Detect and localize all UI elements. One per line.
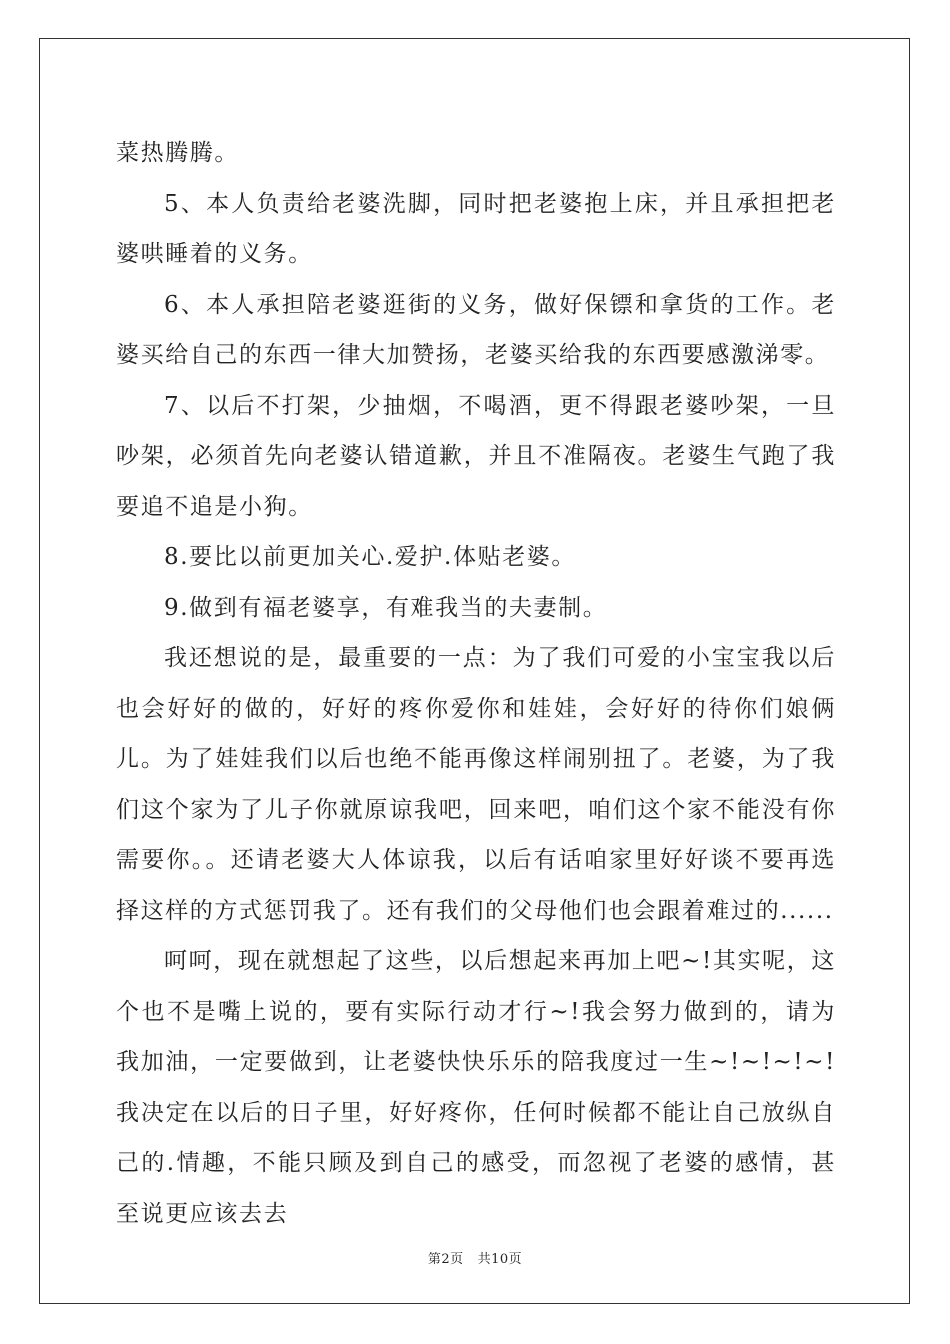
paragraph-afterword: 呵呵，现在就想起了这些，以后想起来再加上吧~!其实呢，这个也不是嘴上说的，要有实际行动才行~!我会努力做到的，请为我加油，一定要做到，让老婆快快乐乐的陪我度过一生~!~!~!~! 我决定在以后的日子里，好好疼你，任何时候都不能让自己放纵自己的.情趣，不能只顾及到自己的感受，而忽视了老婆的感情，甚至说更应该去去 bbox=[116, 948, 861, 1227]
paragraph-continuation: 菜热腾腾。 bbox=[116, 140, 239, 166]
page-number: 第2页 bbox=[427, 1252, 464, 1267]
page-total: 共10页 bbox=[477, 1252, 523, 1267]
paragraph-item-7: 7、以后不打架，少抽烟，不喝酒，更不得跟老婆吵架，一旦吵架，必须首先向老婆认错道歉，并且不准隔夜。老婆生气跑了我要追不追是小狗。 bbox=[116, 392, 836, 520]
paragraph-item-5: 5、本人负责给老婆洗脚，同时把老婆抱上床，并且承担把老婆哄睡着的义务。 bbox=[116, 190, 836, 267]
paragraph-item-9: 9.做到有福老婆享，有难我当的夫妻制。 bbox=[164, 594, 608, 621]
document-body bbox=[116, 128, 861, 1239]
page-footer bbox=[0, 1248, 950, 1267]
paragraph-item-8: 8.要比以前更加关心.爱护.体贴老婆。 bbox=[164, 544, 576, 570]
paragraph-item-6: 6、本人承担陪老婆逛街的义务，做好保镖和拿货的工作。老婆买给自己的东西一律大加赞扬，老婆买给我的东西要感激涕零。 bbox=[116, 291, 836, 368]
paragraph-closing: 我还想说的是，最重要的一点：为了我们可爱的小宝宝我以后也会好好的做的，好好的疼你爱你和娃娃，会好好的待你们娘俩儿。为了娃娃我们以后也绝不能再像这样闹别扭了。老婆，为了我们这个家为了儿子你就原谅我吧，回来吧，咱们这个家不能没有你需要你。。还请老婆大人体谅我，以后有话咱家里好好谈不要再选择这样的方式惩罚我了。还有我们的父母他们也会跟着难过的...... bbox=[116, 645, 836, 924]
